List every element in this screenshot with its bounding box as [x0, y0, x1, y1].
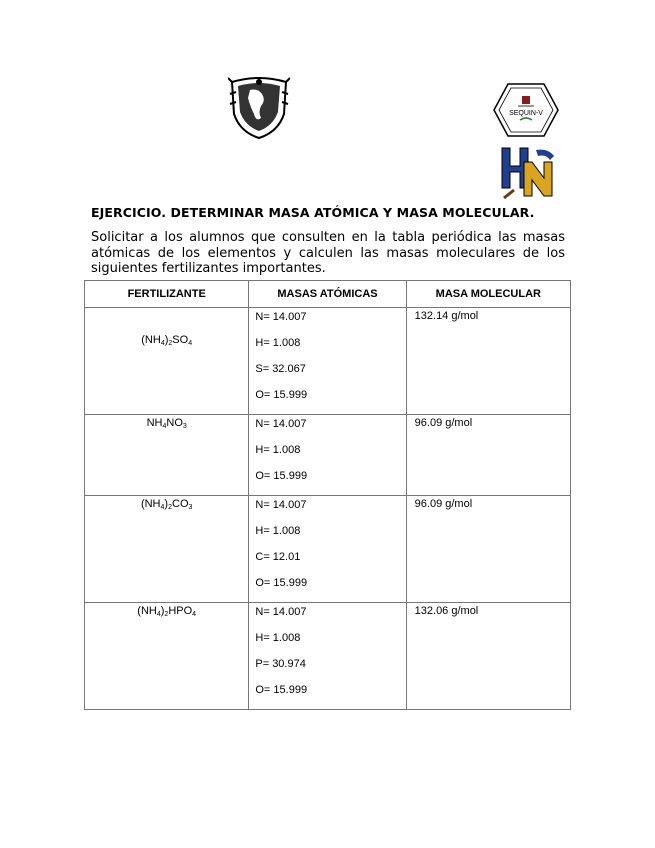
atomic-mass-value: N= 14.007 — [255, 606, 307, 618]
molecular-mass-value: 132.14 g/mol — [406, 308, 570, 415]
molecular-mass-value: 132.06 g/mol — [406, 603, 570, 710]
fertilizer-formula: $(NH_4)_2HPO_4$ — [85, 603, 249, 710]
atomic-masses-cell — [249, 496, 406, 603]
svg-text:HNC: HNC — [556, 154, 559, 155]
atomic-masses-cell — [249, 415, 406, 496]
molecular-mass-value: 96.09 g/mol — [406, 415, 570, 496]
table-row — [85, 415, 571, 496]
atomic-mass-value: H= 1.008 — [255, 444, 301, 456]
fertilizer-formula: $(NH_4)_2CO_3$ — [85, 496, 249, 603]
fertilizer-table — [84, 280, 571, 710]
table-row — [85, 308, 571, 415]
unam-crest-logo — [228, 74, 290, 140]
table-row — [85, 496, 571, 603]
table-row — [85, 603, 571, 710]
atomic-mass-value: C= 12.01 — [255, 551, 301, 563]
atomic-mass-value: P= 30.974 — [255, 658, 306, 670]
atomic-mass-value: N= 14.007 — [255, 311, 307, 323]
fertilizer-formula: $(NH_4)_2SO_4$ — [85, 308, 249, 415]
column-header-masas-atomicas: MASAS ATÓMICAS — [249, 281, 406, 308]
table-header-row — [85, 281, 571, 308]
column-header-masa-molecular: MASA MOLECULAR — [406, 281, 570, 308]
svg-text:SEQUIN-V: SEQUIN-V — [509, 110, 543, 117]
column-header-fertilizante: FERTILIZANTE — [85, 281, 249, 308]
atomic-mass-value: H= 1.008 — [255, 632, 301, 644]
atomic-mass-value: O= 15.999 — [255, 389, 308, 401]
molecular-mass-value: 96.09 g/mol — [406, 496, 570, 603]
atomic-masses-cell — [249, 603, 406, 710]
atomic-mass-value: O= 15.999 — [255, 470, 308, 482]
atomic-mass-value: S= 32.067 — [255, 363, 306, 375]
page-title: EJERCICIO. DETERMINAR MASA ATÓMICA Y MASA MOLECULAR. — [91, 205, 535, 220]
atomic-mass-value: N= 14.007 — [255, 418, 307, 430]
instructions-paragraph: Solicitar a los alumnos que consulten en la tabla periódica las masas atómicas de los elementos y calculen las masas moleculares de los siguientes fertilizantes importantes. — [91, 230, 565, 276]
atomic-mass-value: H= 1.008 — [255, 337, 301, 349]
atomic-mass-value: O= 15.999 — [255, 684, 308, 696]
atomic-mass-value: O= 15.999 — [255, 577, 308, 589]
hnc-logo — [496, 144, 560, 200]
atomic-masses-cell — [249, 308, 406, 415]
atomic-mass-value: N= 14.007 — [255, 499, 307, 511]
atomic-mass-value: H= 1.008 — [255, 525, 301, 537]
fertilizer-formula: $NH_4NO_3$ — [85, 415, 249, 496]
sequin-logo — [492, 82, 560, 138]
